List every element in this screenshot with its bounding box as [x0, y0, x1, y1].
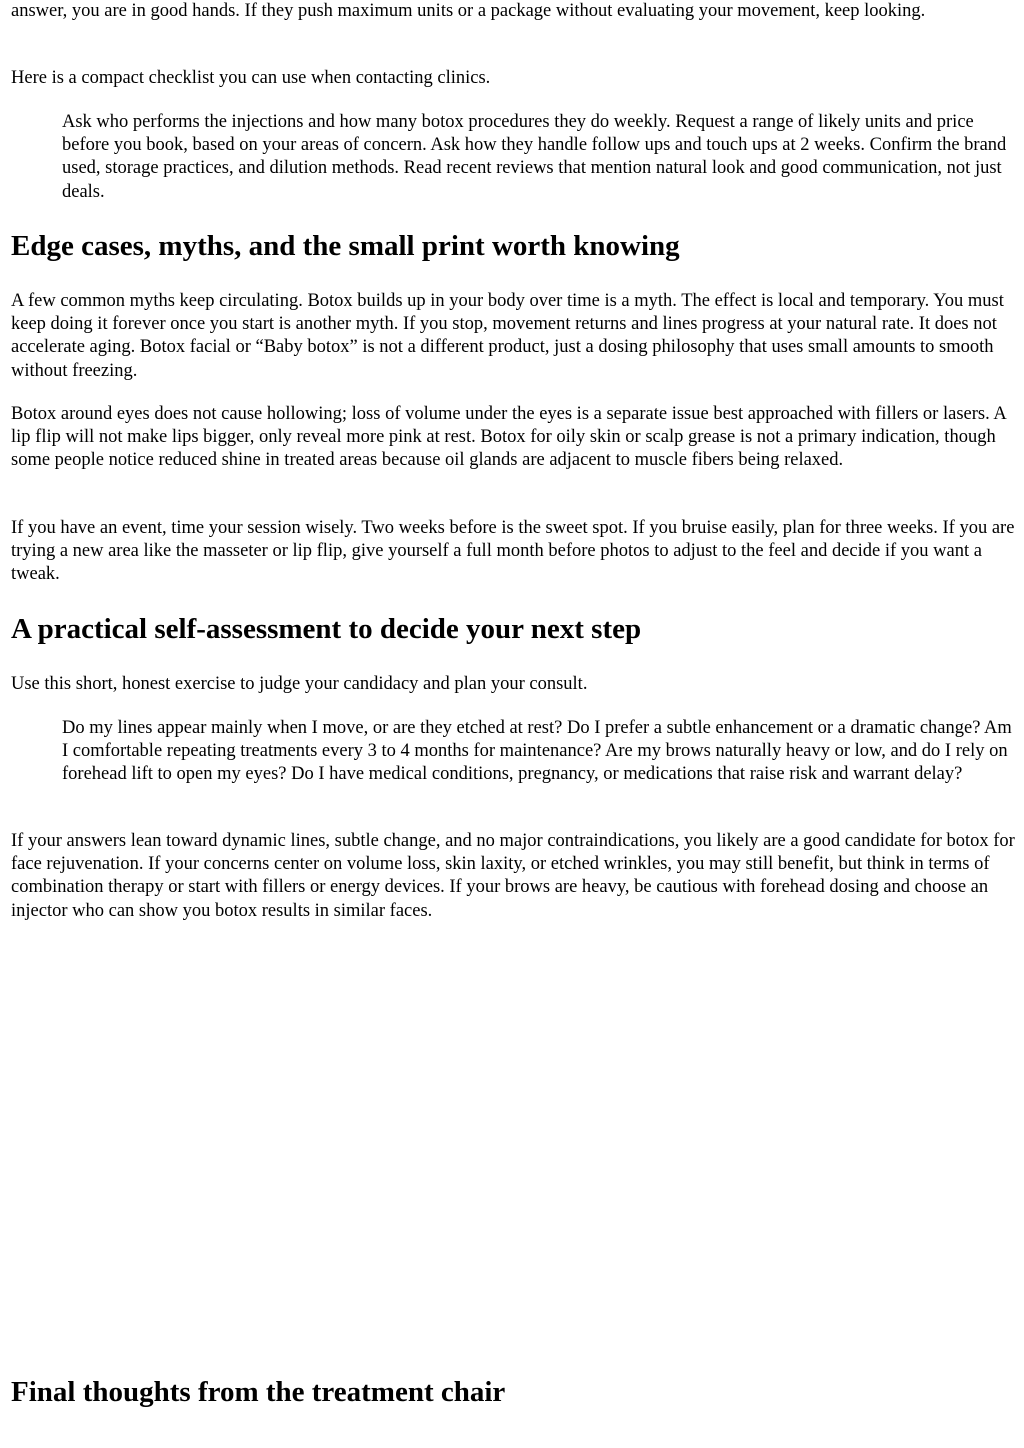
self-assessment-intro-paragraph: Use this short, honest exercise to judge your candidacy and plan your consult. — [11, 674, 588, 694]
clinic-checklist-blockquote: Ask who performs the injections and how many botox procedures they do weekly. Request a range of likely units and price before you book, based on your areas of concern. Ask how they handle follow ups and touch ups at 2 weeks. Confirm the brand used, storage practices, and dilution methods. Read recent reviews that mention natural look and good communication, not just deals. — [62, 112, 1007, 202]
checklist-intro-paragraph: Here is a compact checklist you can use when contacting clinics. — [11, 68, 491, 88]
self-assessment-questions-blockquote: Do my lines appear mainly when I move, or are they etched at rest? Do I prefer a subtle enhancement or a dramatic change? Am I comfortable repeating treatments every 3 to 4 months for maintenance? Are my brows naturally heavy or low, and do I rely on forehead lift to open my eyes? Do I have medical conditions, pregnancy, or medications that raise risk and warrant delay? — [62, 718, 1012, 785]
heading-edge-cases: Edge cases, myths, and the small print worth knowing — [11, 230, 680, 262]
myths-paragraph: A few common myths keep circulating. Botox builds up in your body over time is a myth. The effect is local and temporary. You must keep doing it forever once you start is another myth. If you stop, movement returns and lines progress at your natural rate. It does not accelerate aging. Botox facial or “Baby botox” is not a different product, just a dosing philosophy that uses small amounts to smooth without freezing. — [11, 291, 1004, 381]
candidacy-conclusion-paragraph: If your answers lean toward dynamic lines, subtle change, and no major contraindications, you likely are a good candidate for botox for face rejuvenation. If your concerns center on volume loss, skin laxity, or etched wrinkles, you may still benefit, but think in terms of combination therapy or start with fillers or energy devices. If your brows are heavy, be cautious with forehead dosing and choose an injector who can show you botox results in similar faces. — [11, 831, 1015, 921]
event-timing-paragraph: If you have an event, time your session wisely. Two weeks before is the sweet spot. If you bruise easily, plan for three weeks. If you are trying a new area like the masseter or lip flip, give yourself a full month before photos to adjust to the feel and decide if you want a tweak. — [11, 518, 1015, 585]
heading-self-assessment: A practical self-assessment to decide your next step — [11, 613, 642, 645]
eyes-lipflip-paragraph: Botox around eyes does not cause hollowing; loss of volume under the eyes is a separate issue best approached with fillers or lasers. A lip flip will not make lips bigger, only reveal more pink at rest. Botox for oily skin or scalp grease is not a primary indication, though some people notice reduced shine in treated areas because oil glands are adjacent to muscle fibers being relaxed. — [11, 404, 1006, 471]
intro-paragraph-tail: answer, you are in good hands. If they push maximum units or a package without evaluating your movement, keep looking. — [11, 1, 926, 21]
heading-final-thoughts: Final thoughts from the treatment chair — [11, 1376, 506, 1408]
